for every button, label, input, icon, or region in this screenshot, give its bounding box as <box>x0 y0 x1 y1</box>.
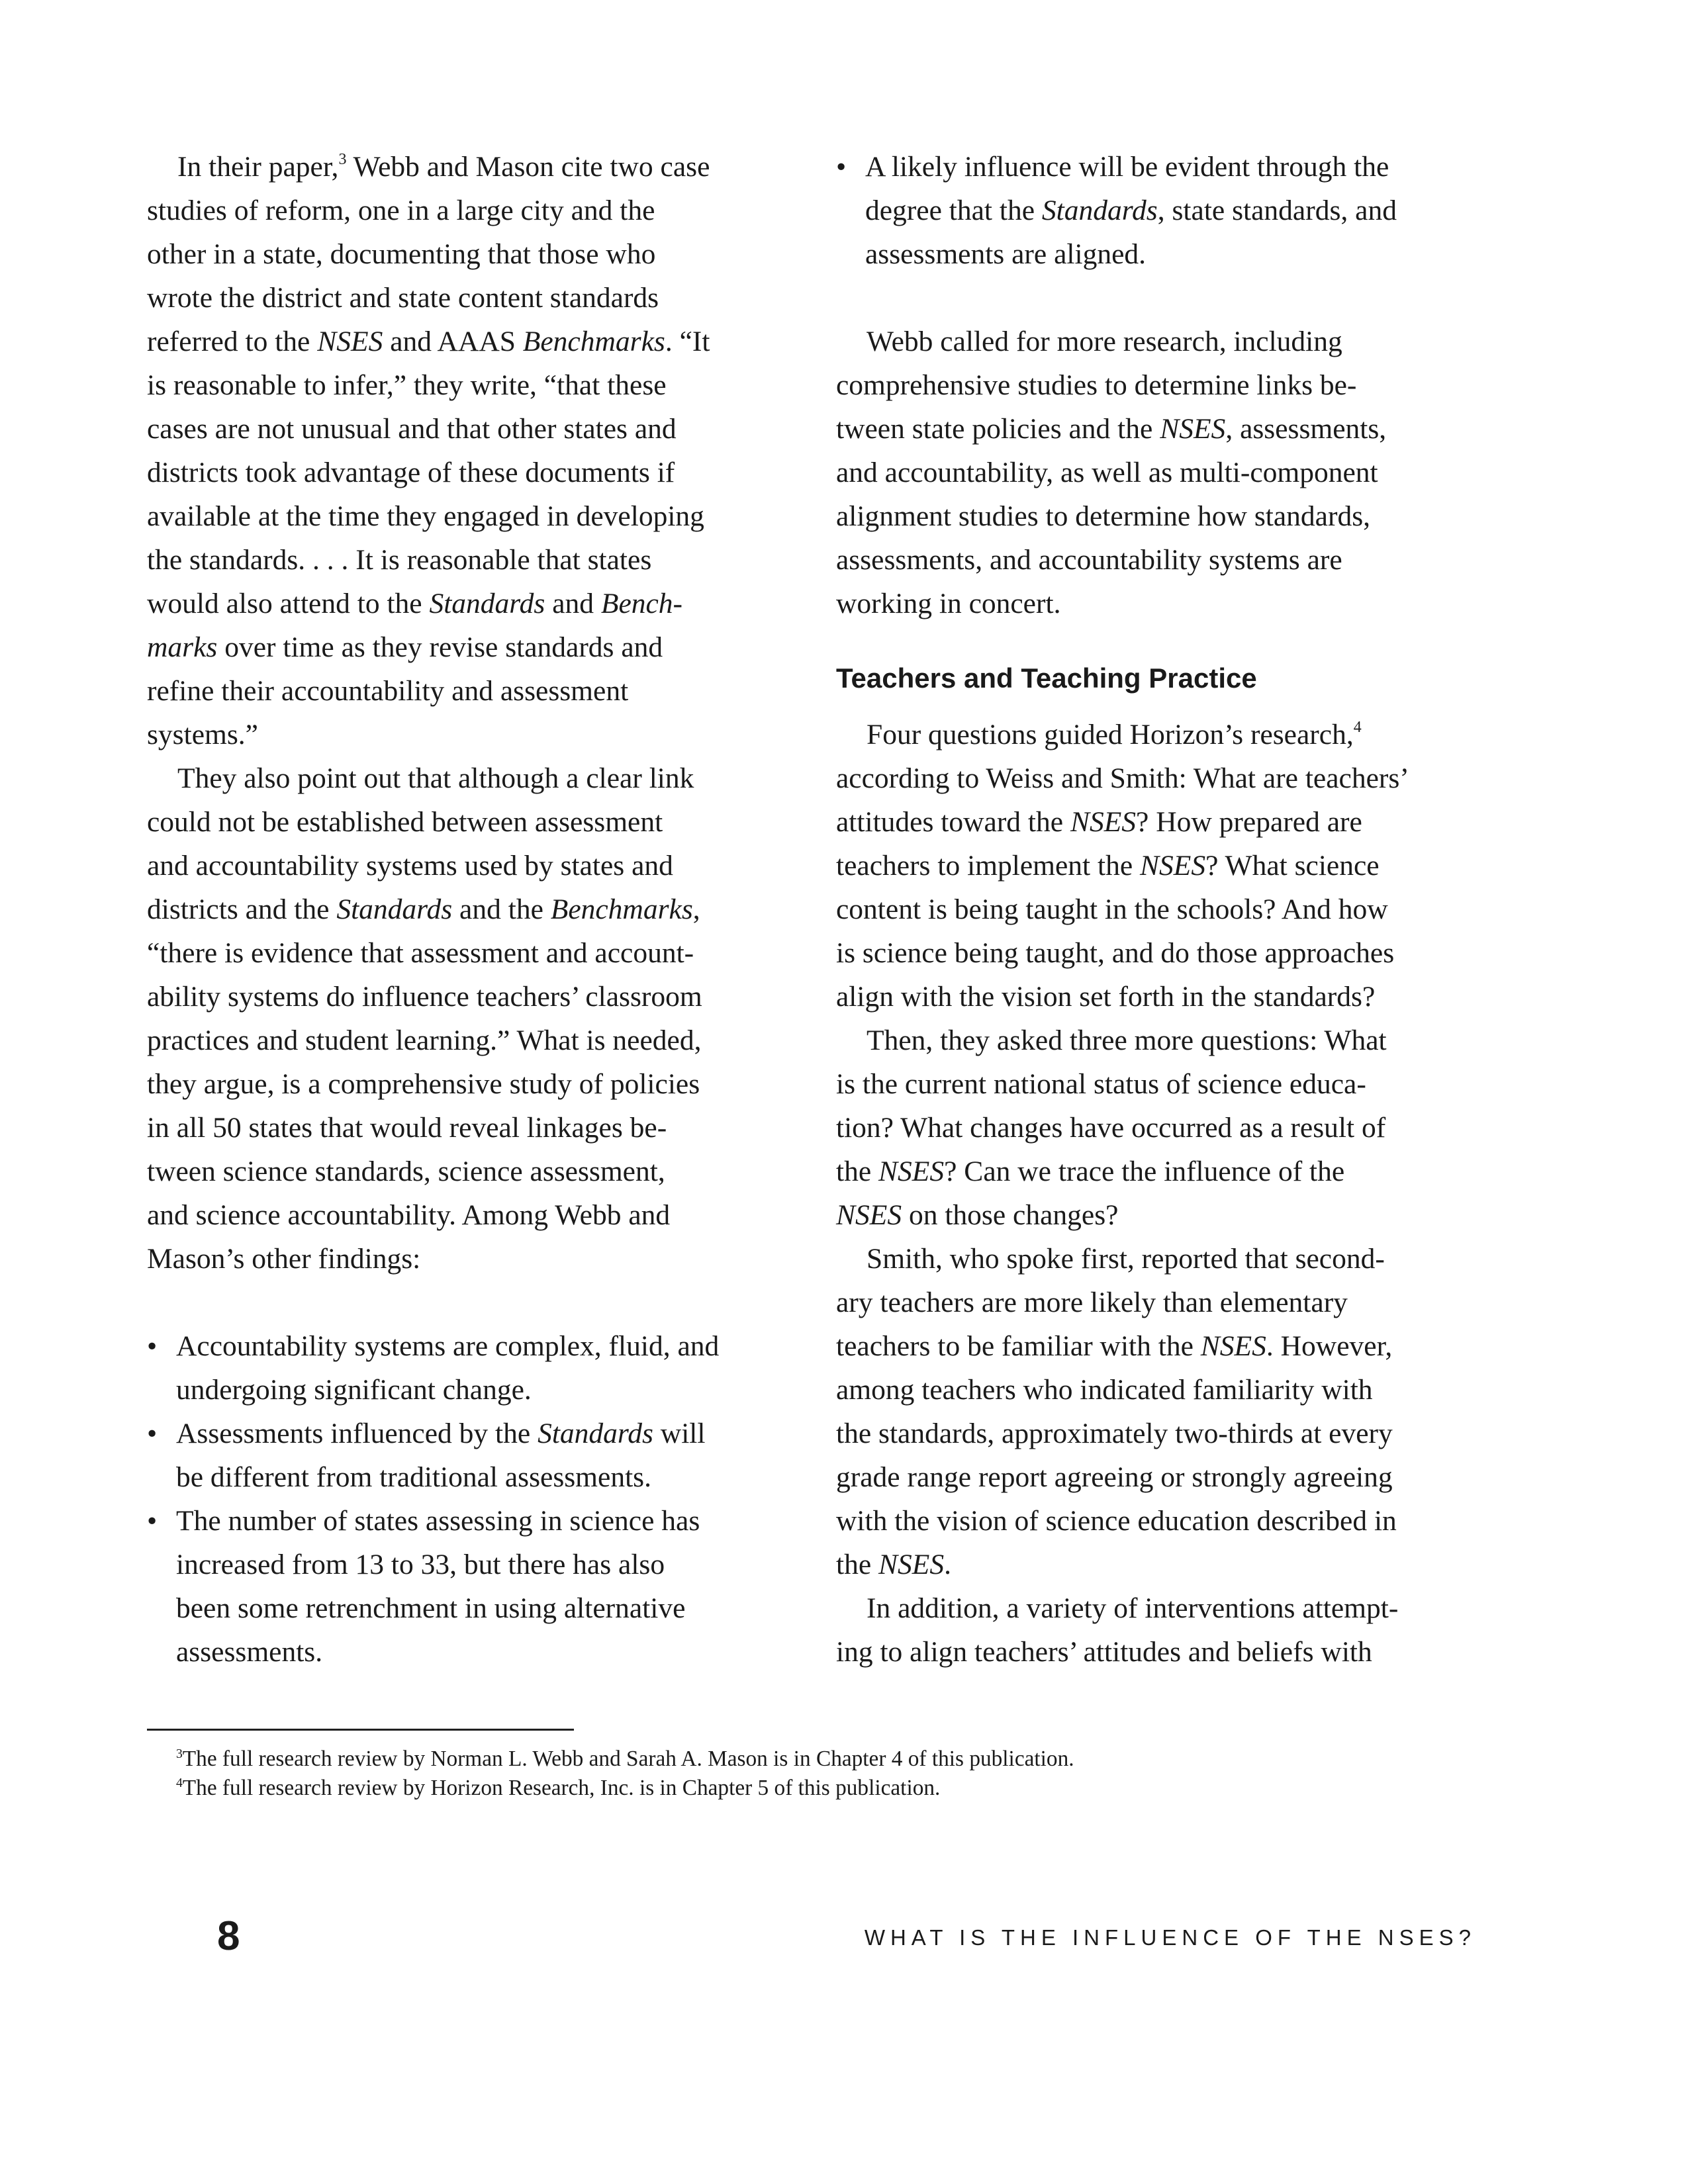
text: could not be established between assessment <box>147 806 663 838</box>
text: practices and student learning.” What is needed, <box>147 1024 702 1056</box>
text-line <box>836 756 1409 800</box>
text-line <box>147 1586 685 1630</box>
text: ability systems do influence teachers’ classroom <box>147 981 702 1013</box>
text-line <box>836 1150 1344 1193</box>
text-line <box>836 713 1362 756</box>
text-line <box>147 975 702 1019</box>
text: the standards, approximately two-thirds at every <box>836 1418 1393 1449</box>
italic-text: marks <box>147 631 218 663</box>
text-line <box>836 800 1362 844</box>
text-line <box>836 1455 1393 1499</box>
text-line <box>836 451 1378 494</box>
text: the <box>836 1156 879 1187</box>
text: In their paper, <box>177 151 339 183</box>
text: refine their accountability and assessment <box>147 675 629 707</box>
text-line <box>836 1106 1385 1150</box>
text-line <box>836 582 1060 625</box>
text-line <box>836 1062 1366 1106</box>
italic-text: NSES <box>1200 1330 1266 1362</box>
text-line <box>836 320 1342 363</box>
text: assessments, and accountability systems are <box>836 544 1342 576</box>
text: referred to the <box>147 326 318 357</box>
text-line <box>147 145 710 189</box>
page-number: 8 <box>217 1913 240 1959</box>
text-line <box>836 931 1394 975</box>
text-line <box>147 320 710 363</box>
text: and science accountability. Among Webb and <box>147 1199 671 1231</box>
text-line <box>147 931 694 975</box>
text: Assessments influenced by the <box>176 1418 538 1449</box>
bullet-icon: • <box>836 151 847 183</box>
text-line <box>836 363 1356 407</box>
text-line <box>147 1543 665 1586</box>
text-line <box>147 1062 700 1106</box>
text-line <box>836 494 1370 538</box>
running-head: WHAT IS THE INFLUENCE OF THE NSES? <box>864 1925 1476 1950</box>
text: tion? What changes have occurred as a result of <box>836 1112 1386 1144</box>
bullet-item <box>836 145 1389 189</box>
text: been some retrenchment in using alternative <box>176 1592 686 1624</box>
footnote-mark: 3 <box>176 1747 183 1761</box>
text: . <box>944 1549 951 1580</box>
text: according to Weiss and Smith: What are teachers’ <box>836 762 1409 794</box>
footnote-divider <box>147 1729 574 1731</box>
text: over time as they revise standards and <box>217 631 663 663</box>
italic-text: NSES <box>836 1199 902 1231</box>
text-line <box>836 1499 1397 1543</box>
text: districts took advantage of these documents if <box>147 457 675 488</box>
italic-text: NSES <box>1160 413 1226 445</box>
text: , assessments, <box>1225 413 1387 445</box>
text-line <box>147 1630 322 1674</box>
text: content is being taught in the schools? And how <box>836 893 1388 925</box>
text-line <box>836 1368 1373 1412</box>
text-line <box>147 1237 420 1281</box>
section-heading: Teachers and Teaching Practice <box>836 662 1257 694</box>
text-line <box>836 1324 1392 1368</box>
text-line <box>147 625 663 669</box>
text: They also point out that although a clear link <box>177 762 694 794</box>
text-line <box>147 1106 667 1150</box>
text-line <box>836 1543 951 1586</box>
text: A likely influence will be evident through the <box>865 151 1389 183</box>
text: and the <box>452 893 551 925</box>
text: “there is evidence that assessment and account- <box>147 937 694 969</box>
footnote-3 <box>176 1745 1074 1774</box>
text: Webb and Mason cite two case <box>346 151 710 183</box>
text-line <box>147 713 258 756</box>
footnote-text: The full research review by Norman L. Webb and Sarah A. Mason is in Chapter 4 of this publication. <box>182 1747 1074 1771</box>
text-line <box>836 1193 1118 1237</box>
text-line <box>147 189 655 232</box>
text: assessments are aligned. <box>865 238 1146 270</box>
text: , state standards, and <box>1157 195 1397 226</box>
text: degree that the <box>865 195 1042 226</box>
text-line <box>836 232 1146 276</box>
text-line <box>836 844 1380 887</box>
text-line <box>836 1281 1348 1324</box>
text-line <box>147 232 655 276</box>
text-line <box>836 1630 1372 1674</box>
italic-text: NSES <box>317 326 383 357</box>
text: alignment studies to determine how standards, <box>836 500 1371 532</box>
text: . However, <box>1266 1330 1393 1362</box>
footnote-4 <box>176 1774 940 1803</box>
footnote-text: The full research review by Horizon Research, Inc. is in Chapter 5 of this publication. <box>182 1776 941 1800</box>
text-line <box>147 800 663 844</box>
text: In addition, a variety of interventions attempt- <box>867 1592 1399 1624</box>
italic-text: NSES <box>878 1156 945 1187</box>
text: teachers to be familiar with the <box>836 1330 1201 1362</box>
text-line <box>836 1019 1387 1062</box>
text: ? What science <box>1205 850 1380 882</box>
text: the <box>836 1549 879 1580</box>
text: ? Can we trace the influence of the <box>944 1156 1345 1187</box>
text-line <box>147 669 628 713</box>
italic-text: Benchmarks <box>522 326 665 357</box>
text: tween science standards, science assessment, <box>147 1156 665 1187</box>
text-line <box>836 1237 1385 1281</box>
text: other in a state, documenting that those who <box>147 238 656 270</box>
italic-text: NSES <box>1070 806 1137 838</box>
footnote-mark: 4 <box>176 1776 183 1790</box>
text-line <box>147 582 682 625</box>
text: Mason’s other findings: <box>147 1243 421 1275</box>
text: ary teachers are more likely than elementary <box>836 1287 1348 1318</box>
text: Webb called for more research, including <box>867 326 1342 357</box>
bullet-icon: • <box>147 1505 158 1537</box>
italic-text: Bench- <box>600 588 683 619</box>
text: studies of reform, one in a large city and the <box>147 195 655 226</box>
text: available at the time they engaged in developing <box>147 500 704 532</box>
text: with the vision of science education described in <box>836 1505 1397 1537</box>
italic-text: Standards <box>1041 195 1158 226</box>
italic-text: NSES <box>1140 850 1206 882</box>
text: working in concert. <box>836 588 1061 619</box>
text-line <box>147 1455 651 1499</box>
text-line <box>836 538 1342 582</box>
text: is reasonable to infer,” they write, “that these <box>147 369 667 401</box>
text-line <box>147 451 675 494</box>
text: they argue, is a comprehensive study of policies <box>147 1068 700 1100</box>
italic-text: Standards <box>336 893 453 925</box>
text-line <box>836 975 1375 1019</box>
text-line <box>147 844 673 887</box>
text: ? How prepared are <box>1136 806 1362 838</box>
text: cases are not unusual and that other states and <box>147 413 677 445</box>
text: would also attend to the <box>147 588 430 619</box>
text: Accountability systems are complex, fluid, and <box>176 1330 720 1362</box>
text: the standards. . . . It is reasonable that states <box>147 544 652 576</box>
bullet-icon: • <box>147 1330 158 1362</box>
text: ing to align teachers’ attitudes and beliefs with <box>836 1636 1372 1668</box>
text: attitudes toward the <box>836 806 1070 838</box>
text-line <box>836 1412 1393 1455</box>
text: . “It <box>665 326 710 357</box>
italic-text: Benchmarks <box>550 893 693 925</box>
text: on those changes? <box>902 1199 1119 1231</box>
text: systems.” <box>147 719 258 751</box>
text: tween state policies and the <box>836 413 1160 445</box>
text-line <box>147 1150 665 1193</box>
footnote-reference[interactable]: 3 <box>338 151 347 168</box>
bullet-icon: • <box>147 1418 158 1449</box>
italic-text: Standards <box>429 588 545 619</box>
text: , <box>692 893 700 925</box>
text: Smith, who spoke first, reported that second- <box>867 1243 1385 1275</box>
text: and accountability systems used by states and <box>147 850 673 882</box>
text-line <box>147 363 667 407</box>
text: teachers to implement the <box>836 850 1141 882</box>
text: The number of states assessing in science has <box>176 1505 700 1537</box>
text: increased from 13 to 33, but there has also <box>176 1549 665 1580</box>
text: will <box>653 1418 706 1449</box>
italic-text: NSES <box>878 1549 945 1580</box>
bullet-item <box>147 1412 705 1455</box>
bullet-item <box>147 1499 700 1543</box>
text: wrote the district and state content standards <box>147 282 659 314</box>
text-line <box>836 189 1397 232</box>
text-line <box>147 538 651 582</box>
text: Four questions guided Horizon’s research, <box>867 719 1354 751</box>
text: is science being taught, and do those approaches <box>836 937 1395 969</box>
text-line <box>147 276 659 320</box>
text-line <box>147 1019 701 1062</box>
text: grade range report agreeing or strongly agreeing <box>836 1461 1393 1493</box>
text: and accountability, as well as multi-component <box>836 457 1378 488</box>
text: among teachers who indicated familiarity with <box>836 1374 1373 1406</box>
text-line <box>836 407 1386 451</box>
text-line <box>836 1586 1398 1630</box>
text-line <box>147 756 694 800</box>
text: and <box>545 588 601 619</box>
text: undergoing significant change. <box>176 1374 532 1406</box>
italic-text: Standards <box>538 1418 653 1449</box>
text: assessments. <box>176 1636 323 1668</box>
bullet-item <box>147 1324 719 1368</box>
text: districts and the <box>147 893 337 925</box>
text-line <box>836 887 1388 931</box>
text: is the current national status of science educa- <box>836 1068 1366 1100</box>
text: align with the vision set forth in the standards? <box>836 981 1376 1013</box>
text: and AAAS <box>383 326 523 357</box>
footnote-reference[interactable]: 4 <box>1353 719 1362 736</box>
text-line <box>147 887 700 931</box>
text: comprehensive studies to determine links be- <box>836 369 1357 401</box>
text-line <box>147 494 704 538</box>
text: Then, they asked three more questions: What <box>867 1024 1387 1056</box>
text-line <box>147 407 677 451</box>
text-line <box>147 1368 532 1412</box>
text: be different from traditional assessments. <box>176 1461 651 1493</box>
text-line <box>147 1193 670 1237</box>
text: in all 50 states that would reveal linkages be- <box>147 1112 667 1144</box>
